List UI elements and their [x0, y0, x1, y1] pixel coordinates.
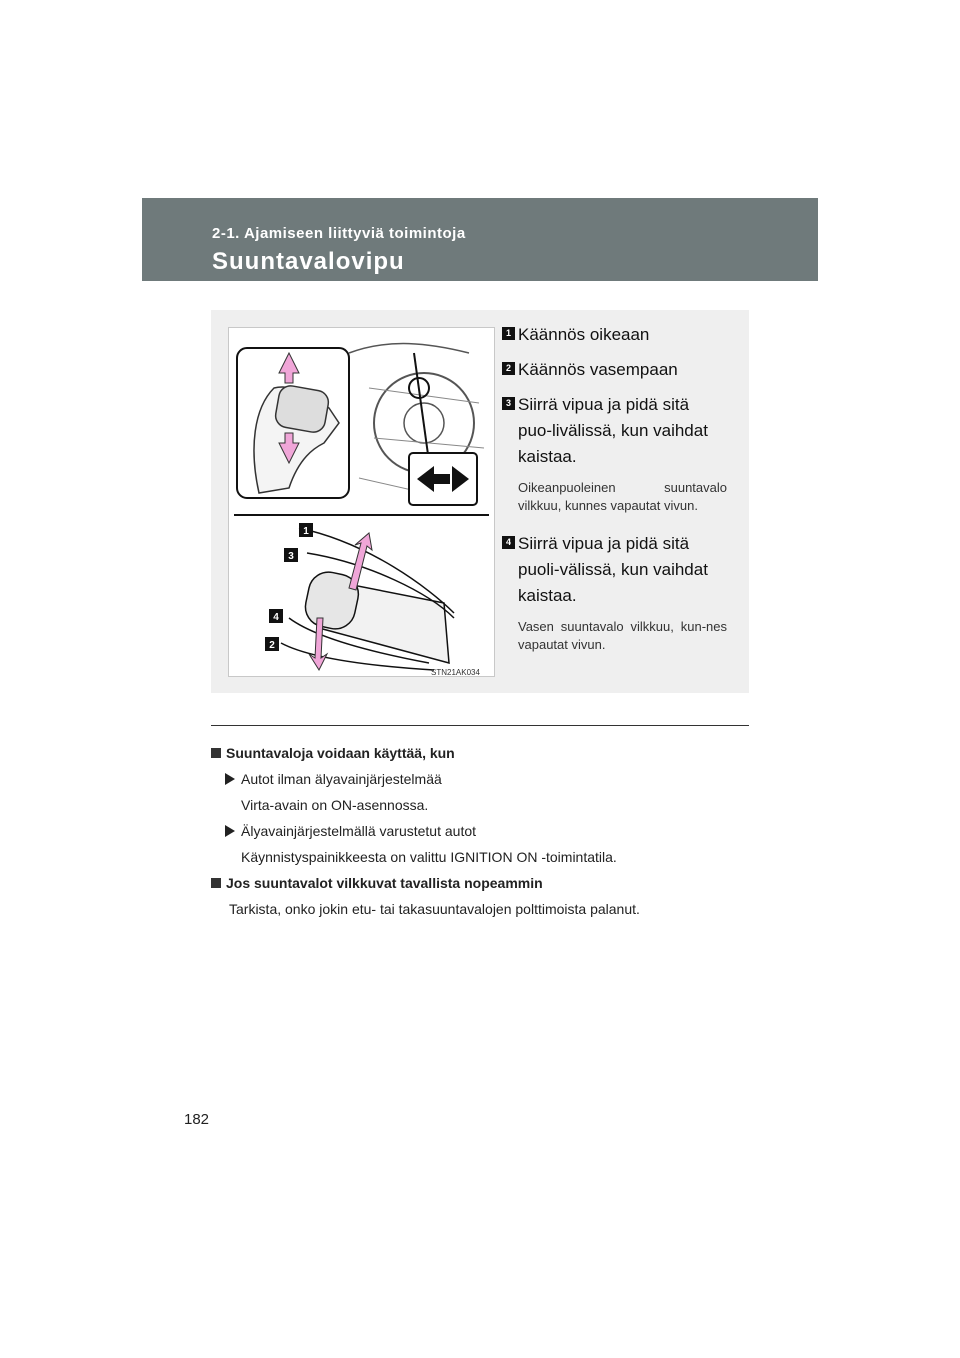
step-number: 3 [502, 397, 515, 410]
step-number: 1 [502, 327, 515, 340]
info-text: Käynnistyspainikkeesta on valittu IGNITION ON -toimintatila. [241, 849, 617, 865]
step-number: 2 [502, 362, 515, 375]
info-heading: Suuntavaloja voidaan käyttää, kun [211, 740, 751, 766]
square-bullet-icon [211, 748, 221, 758]
divider [211, 725, 749, 726]
square-bullet-icon [211, 878, 221, 888]
step-2 [502, 357, 727, 383]
info-text: Tarkista, onko jokin etu- tai takasuuntavalojen polttimoista palanut. [229, 901, 640, 917]
step-text: Siirrä vipua ja pidä sitä puo-livälissä, kun vaihdat kaistaa. [518, 395, 708, 466]
lever-illustration [228, 327, 495, 677]
step-number: 4 [502, 536, 515, 549]
info-bullet: Älyavainjärjestelmällä varustetut autot [211, 818, 751, 844]
info-text: Virta-avain on ON-asennossa. [241, 797, 429, 813]
step-1 [502, 322, 727, 348]
figure-label-2: 2 [269, 640, 275, 651]
info-section [211, 740, 751, 922]
step-text: Siirrä vipua ja pidä sitä puoli-välissä, kun vaihdat kaistaa. [518, 534, 708, 605]
step-4 [502, 531, 727, 609]
page-number: 182 [184, 1111, 210, 1128]
triangle-bullet-icon [225, 825, 235, 837]
step-note: Vasen suuntavalo vilkkuu, kun-nes vapautat vivun. [518, 619, 727, 652]
step-3 [502, 392, 727, 470]
section-header [142, 198, 818, 281]
step-text: Käännös vasempaan [518, 360, 678, 379]
figure-label-4: 4 [273, 612, 279, 623]
section-title: 2-1. Ajamiseen liittyviä toimintoja [212, 225, 466, 242]
info-heading: Jos suuntavalot vilkkuvat tavallista nopeammin [211, 870, 751, 896]
step-list [502, 322, 727, 670]
info-bullet: Autot ilman älyavainjärjestelmää [211, 766, 751, 792]
lever-diagram [229, 328, 494, 676]
step-note: Oikeanpuoleinen suuntavalo vilkkuu, kunnes vapautat vivun. [518, 480, 727, 513]
figure-code: STN21AK034 [431, 668, 480, 677]
figure-label-1: 1 [303, 526, 309, 537]
triangle-bullet-icon [225, 773, 235, 785]
step-text: Käännös oikeaan [518, 325, 650, 344]
figure-label-3: 3 [288, 551, 294, 562]
page-title: Suuntavalovipu [212, 248, 405, 275]
